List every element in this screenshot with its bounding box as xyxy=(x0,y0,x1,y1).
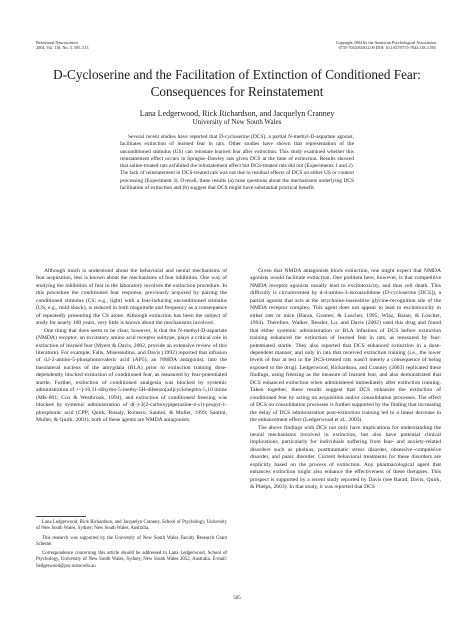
footnotes xyxy=(36,520,227,573)
article-title xyxy=(30,66,444,100)
footnote-funding: This research was supported by the University of New South Wales Faculty Research Grant Scheme. xyxy=(36,535,227,547)
footnote-divider xyxy=(36,516,86,517)
affiliation: University of New South Wales xyxy=(192,118,282,126)
page-number: 505 xyxy=(233,596,241,601)
doi-line: 0735-7044/04/$12.00 DOI: 10.1037/0735-7044.118.3.505 xyxy=(338,45,436,51)
left-column xyxy=(36,268,227,425)
footnote-affiliation: Lana Ledgerwood, Rick Richardson, and Jacquelyn Cranney, School of Psychology, University of New South Wales, Sydney, New South Wales, Australia. xyxy=(36,520,227,532)
abstract: Several recent studies have reported that D-cycloserine (DCS), a partial N-methyl-D-aspartate agonist, facilitates extinction of learned fear in rats. Other studies have shown that representation of the unconditioned stimulus (US) can reinstate learned fear after extinction. This study examined whether this reinstatement effect occurs in Sprague–Dawley rats given DCS at the time of extinction. Results showed that saline-treated rats exhibited the reinstatement effect but DCS-treated rats did not (Experiments 1 and 2). The lack of reinstatement in DCS-treated rats was not due to residual effects of DCS on either US or context processing (Experiment 3). Overall, these results (a) raise questions about the mechanisms underlying DCS facilitation of extinction and (b) suggest that DCS might have substantial practical benefit. xyxy=(120,134,354,192)
copyright-header xyxy=(336,40,436,50)
title-line-2: Consequences for Reinstatement xyxy=(150,84,324,99)
copyright-line: Copyright 2004 by the American Psychological Association xyxy=(335,40,436,45)
volume-line: 2004, Vol. 118, No. 3, 505–513 xyxy=(36,45,89,51)
author-list: Lana Ledgerwood, Rick Richardson, and Jacquelyn Cranney xyxy=(139,109,335,118)
footnote-correspondence: Correspondence concerning this article should be addressed to Lana Ledgerwood, School of Psychology, University of New South Wales, Sydney, New South Wales 2052, Australia. E-mail: lledgerwood@psy.unsw.edu.au xyxy=(36,551,227,569)
body-paragraph: One thing that does seem to be clear, however, is that the N-methyl-D-aspartate (NMDA) receptor, an excitatory amino acid receptor subtype, plays a critical role in extinction of learned fear (Myers & Davis, 2002, provide an extensive review of this literature). For example, Falls, Miserendino, and Davis (1992) reported that infusion of d,l-2-amino-5-phosphonovaleric acid (AP5), an NMDA antagonist, into the basolateral nucleus of the amygdala (BLA) prior to extinction training dose-dependently blocked extinction of conditioned fear, as measured by fear-potentiated startle. Further, extinction of conditioned analgesia was blocked by systemic administration of +-]-10,11-dihydro-5-methy-5H-dibenzo[ad]cyclohepten-5,10 imine (MK-801; Cox & Westbrook, 1994), and extinction of conditioned freezing was blocked by systemic administration of d(-)-3(2-carboxypiperazine-4-yl)-propyl-1-phosphonic acid (CPP; Quirk, Rosaly, Romero, Santini, & Muller, 1999; Santini, Muller, & Quirk, 2001); both of these agents are NMDA antagonists. xyxy=(36,327,227,424)
right-column xyxy=(250,268,441,492)
body-paragraph: Although much is understood about the behavioral and neural mechanisms of fear acquisition, less is known about the mechanisms of fear inhibition. One way of studying the inhibition of fear in the laboratory involves the extinction procedure. In this procedure the conditioned fear response, previously acquired by pairing the conditioned stimulus (CS; e.g., light) with a fear-inducing unconditioned stimulus (US; e.g., mild shock), is reduced in both magnitude and frequency as a consequence of repeatedly presenting the CS alone. Although extinction has been the subject of study for nearly 100 years, very little is known about the mechanisms involved. xyxy=(36,268,227,327)
journal-name: Behavioral Neuroscience xyxy=(36,40,79,45)
body-paragraph: The above findings with DCS not only have implications for understanding the neural mechanisms involved in extinction, but also have potential clinical implications, particularly for individuals suffering from fear- and anxiety-related disorders such as phobias, posttraumatic stress disorder, obsessive–compulsive disorder, and panic disorder. Current behavioral treatments for these disorders are explicitly based on the process of extinction. Any pharmacological agent that enhances extinction might also enhance the effectiveness of these therapies. This prospect is supported by a recent study reported by Davis (see Barad, Davis, Quirk, & Phelps, 2003). In that study, it was reported that DCS xyxy=(250,424,441,491)
journal-header xyxy=(36,40,89,50)
title-line-1: D-Cycloserine and the Facilitation of Extinction of Conditioned Fear: xyxy=(53,67,421,82)
body-paragraph: Given that NMDA antagonists block extinction, one might expect that NMDA agonists would facilitate extinction. One problem here, however, is that competitive NMDA receptor agonists usually lead to excitotoxicity, and thus cell death. This difficulty is circumvented by d-4-amino-3-isoxazolidone (D-cycloserine [DCS]), a partial agonist that acts at the strychnine-insensitive glycine-recognition site of the NMDA receptor complex. This agent does not appear to lead to excitotoxicity in either rats or mice (Baran, Gramer, & Loscher, 1995; Wlaz, Baran, & Loscher, 1994). Therefore, Walker, Ressler, Lu, and Davis (2002) used this drug and found that either systemic administration or BLA infusions of DCS before extinction training enhanced the extinction of learned fear in rats, as measured by fear-potentiated startle. They also reported that DCS enhanced extinction in a dose-dependent manner, and only in rats that received extinction training (i.e., the lower levels of fear at test in the DCS-treated rats wasn't merely a consequence of being exposed to the drug). Ledgerwood, Richardson, and Cranney (2003) replicated these findings, using freezing as the measure of learned fear, and also demonstrated that DCS enhanced extinction when administered immediately after extinction training. Taken together, these results suggest that DCS enhances the extinction of conditioned fear by acting on acquisition and/or consolidation processes. The effect of DCS on consolidation processes is further supported by the finding that increasing the delay of DCS administration post-extinction training led to a linear decrease in the enhancement effect (Ledgerwood et al., 2003). xyxy=(250,268,441,424)
